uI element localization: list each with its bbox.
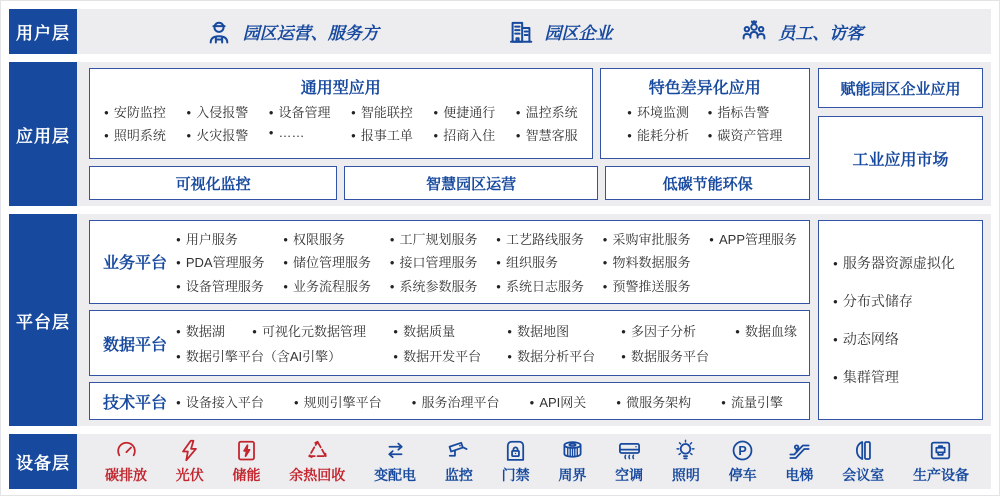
service-item: ● 数据引擎平台（含AI引擎） [176, 346, 367, 365]
app-left-column [89, 68, 810, 200]
grid-spacer [709, 276, 797, 295]
data-platform-grid [176, 315, 797, 371]
device-label: 空调 [615, 467, 644, 483]
app-item: ● 能耗分析 [627, 125, 689, 144]
box-title: 赋能园区企业应用 [840, 80, 961, 98]
device-label: 电梯 [785, 467, 814, 483]
smart-park-operation-box [344, 166, 598, 200]
service-item: ● 数据质量 [393, 321, 481, 340]
service-item: ● 设备管理服务 [176, 276, 265, 295]
service-item: ● 规则引擎平台 [294, 392, 382, 411]
user-layer-content [77, 9, 991, 54]
box-title: 可视化监控 [175, 175, 251, 193]
empower-enterprise-apps-box [818, 68, 983, 108]
battery-storage-icon [234, 438, 259, 463]
grid-spacer [735, 346, 797, 365]
service-item: ● 采购审批服务 [603, 229, 691, 248]
device-label: 监控 [444, 467, 473, 483]
service-item: ● 物料数据服务 [603, 252, 691, 271]
application-layer-band [9, 62, 991, 206]
user-group-label: 园区企业 [544, 24, 613, 43]
tech-platform-title: 技术平台 [102, 394, 167, 412]
service-item: ● 微服务架构 [616, 392, 691, 411]
user-group-label: 员工、访客 [778, 24, 864, 43]
service-item: ● 流量引擎 [721, 392, 783, 411]
recycle-icon [305, 438, 330, 463]
app-item: ● 环境监测 [627, 102, 689, 121]
box-title: 低碳节能环保 [662, 175, 753, 193]
infra-item: ● 分布式储存 [833, 291, 968, 311]
app-item: ● 智能联控 [351, 102, 413, 121]
device-label: 储能 [232, 467, 261, 483]
device-label: 光伏 [175, 467, 204, 483]
general-apps-grid [104, 98, 578, 148]
business-platform-box [89, 220, 810, 304]
service-item: ● 数据地图 [507, 321, 595, 340]
service-item: ● 接口管理服务 [390, 252, 478, 271]
air-conditioner-icon [617, 438, 642, 463]
service-item: ● 组织服务 [496, 252, 584, 271]
application-layer-label: 应用层 [9, 62, 77, 206]
app-item: ● 入侵报警 [186, 102, 248, 121]
device-item-elevator [785, 438, 813, 485]
service-item: ● 用户服务 [176, 229, 265, 248]
visual-monitoring-box [89, 166, 337, 200]
device-layer-content [77, 434, 991, 489]
service-item: ● 工艺路线服务 [496, 229, 584, 248]
app-item: ● 碳资产管理 [708, 125, 783, 144]
device-item-access-control [502, 438, 530, 485]
device-layer-label: 设备层 [9, 434, 77, 489]
general-apps-box [89, 68, 593, 159]
device-item-lighting [672, 438, 700, 485]
service-item: ● 系统日志服务 [496, 276, 584, 295]
device-item-hvac [615, 438, 643, 485]
building-icon [507, 18, 535, 46]
service-item: ● 服务治理平台 [412, 392, 500, 411]
app-item: ● 指标告警 [708, 102, 783, 121]
lightning-icon [177, 438, 202, 463]
service-item: ● 数据分析平台 [507, 346, 595, 365]
app-item: ● 温控系统 [516, 102, 578, 121]
service-item: ● 业务流程服务 [283, 276, 371, 295]
infrastructure-box [818, 220, 983, 420]
application-layer-content [77, 62, 991, 206]
service-item: ● 系统参数服务 [390, 276, 478, 295]
service-item: ● 数据服务平台 [621, 346, 709, 365]
user-group-operator [205, 18, 379, 46]
app-item: ● 设备管理 [269, 102, 331, 121]
door-lock-icon [503, 438, 528, 463]
platform-layer-label: 平台层 [9, 214, 77, 426]
app-item: ● 照明系统 [104, 125, 166, 144]
app-item: ● 智慧客服 [516, 125, 578, 144]
perimeter-icon [560, 438, 585, 463]
platform-left-column [89, 220, 810, 420]
device-label: 门禁 [501, 467, 530, 483]
device-item-power-distribution [374, 438, 416, 485]
device-item-production [913, 438, 969, 485]
app-item: ● …… [269, 125, 331, 144]
grid-spacer [709, 252, 797, 271]
service-item: ● 设备接入平台 [176, 392, 264, 411]
device-label: 碳排放 [105, 467, 147, 483]
app-top-row [89, 68, 810, 159]
infra-item: ● 集群管理 [833, 367, 968, 387]
light-bulb-icon [673, 438, 698, 463]
people-icon [740, 18, 768, 46]
service-item: ● 可视化元数据管理 [252, 321, 367, 340]
device-label: 停车 [728, 467, 757, 483]
box-title: 工业应用市场 [852, 151, 949, 169]
infra-item: ● 服务器资源虚拟化 [833, 253, 968, 273]
device-item-storage [233, 438, 261, 485]
service-item: ● 权限服务 [283, 229, 371, 248]
featured-apps-box [600, 68, 810, 159]
device-label: 变配电 [374, 467, 417, 483]
service-item: ● APP管理服务 [709, 229, 797, 248]
service-item: ● 多因子分析 [621, 321, 709, 340]
app-item: ● 火灾报警 [186, 125, 248, 144]
svg-text:P: P [738, 443, 747, 458]
service-item: ● PDA管理服务 [176, 252, 265, 271]
app-right-column [818, 68, 983, 200]
app-item: ● 便捷通行 [433, 102, 495, 121]
featured-apps-title: 特色差异化应用 [648, 80, 761, 97]
industrial-app-market-box [818, 116, 983, 200]
device-item-carbon [105, 438, 147, 485]
app-item: ● 招商入住 [433, 125, 495, 144]
platform-layer-band [9, 214, 991, 426]
device-label: 会议室 [842, 467, 885, 483]
swap-arrows-icon [383, 438, 408, 463]
service-item: ● 数据血缘 [735, 321, 797, 340]
gauge-icon [114, 438, 139, 463]
device-item-pv [176, 438, 204, 485]
device-item-surveillance [445, 438, 473, 485]
parking-icon [730, 438, 755, 463]
device-label: 余热回收 [289, 467, 346, 483]
operator-icon [205, 18, 233, 46]
device-label: 生产设备 [912, 467, 969, 483]
device-item-meeting-room [842, 438, 884, 485]
user-layer-band [9, 9, 991, 54]
service-item: ● 数据湖 [176, 321, 226, 340]
user-layer-label: 用户层 [9, 9, 77, 54]
app-item: ● 安防监控 [104, 102, 166, 121]
device-item-heat-recovery [289, 438, 345, 485]
escalator-icon [787, 438, 812, 463]
data-platform-title: 数据平台 [102, 336, 167, 354]
service-item: ● 工厂规划服务 [390, 229, 478, 248]
box-title: 智慧园区运营 [426, 175, 517, 193]
business-platform-grid [176, 225, 797, 299]
user-group-label: 园区运营、服务方 [242, 24, 379, 43]
production-equipment-icon [928, 438, 953, 463]
device-item-parking [729, 438, 757, 485]
device-item-perimeter [558, 438, 586, 485]
infra-item: ● 动态网络 [833, 329, 968, 349]
service-item: ● 数据开发平台 [393, 346, 481, 365]
service-item: ● API网关 [529, 392, 586, 411]
tech-platform-items [176, 392, 797, 411]
user-group-visitors [740, 18, 863, 46]
device-label: 照明 [671, 467, 700, 483]
app-bottom-row [89, 166, 810, 200]
business-platform-title: 业务平台 [102, 255, 167, 273]
low-carbon-box [605, 166, 810, 200]
service-item: ● 预警推送服务 [603, 276, 691, 295]
device-layer-band [9, 434, 991, 489]
app-item: ● 报事工单 [351, 125, 413, 144]
user-group-enterprise [507, 18, 613, 46]
service-item: ● 储位管理服务 [283, 252, 371, 271]
platform-layer-content [77, 214, 991, 426]
featured-apps-grid [609, 98, 801, 148]
tech-platform-box [89, 382, 810, 420]
cctv-camera-icon [446, 438, 471, 463]
device-label: 周界 [558, 467, 587, 483]
data-platform-box [89, 310, 810, 376]
general-apps-title: 通用型应用 [300, 80, 381, 97]
meeting-room-icon [851, 438, 876, 463]
